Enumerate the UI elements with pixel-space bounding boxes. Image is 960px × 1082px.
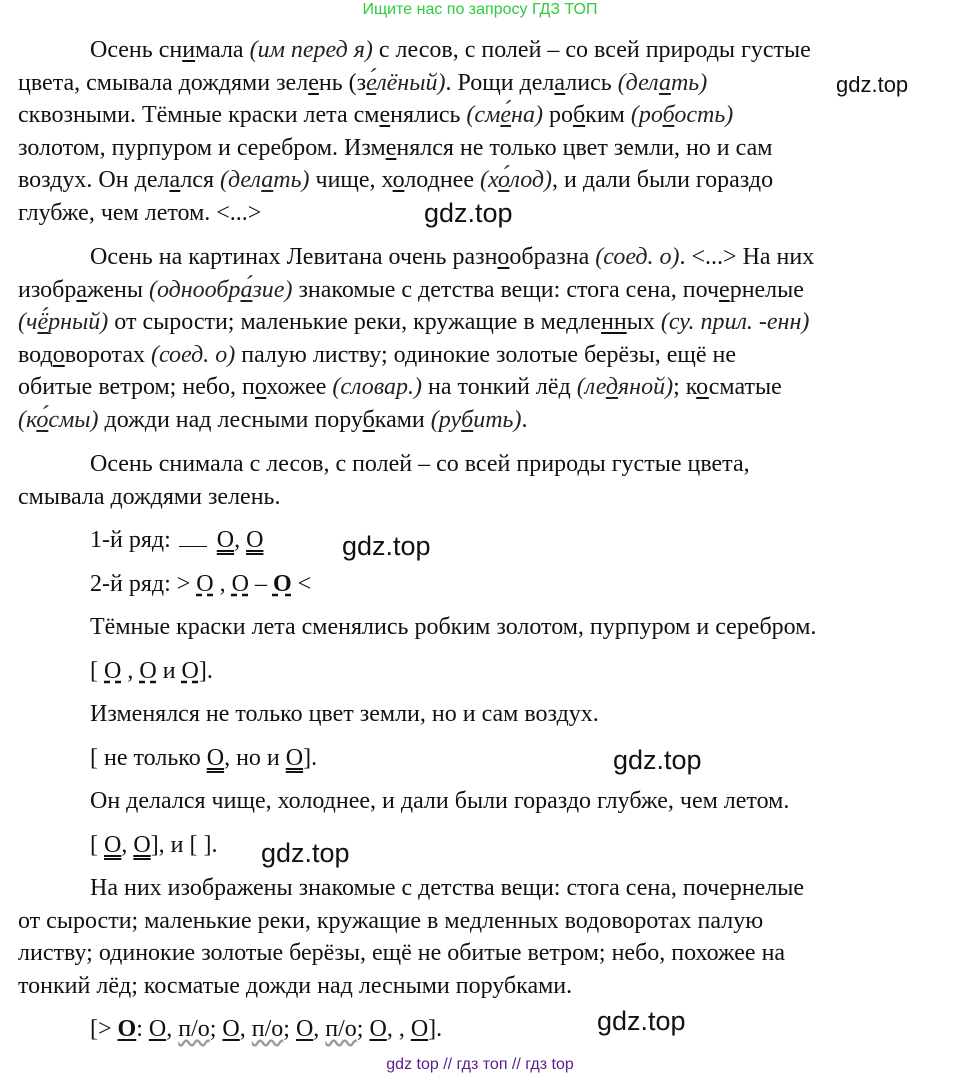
marked-text: нн: [601, 309, 627, 335]
marked-text: О: [231, 570, 249, 597]
text-line: (ко́смы) дожди над лесными порубками (рубить).: [18, 406, 528, 433]
text-line: воздух. Он делался (делать) чище, холоднее (хо́лод), и дали были гораздо: [18, 167, 774, 193]
marked-text: о: [52, 341, 65, 368]
marked-text: п/о: [251, 1016, 284, 1042]
annotation-text: (дел: [220, 167, 262, 193]
text-line: Осень на картинах Левитана очень разнообразна (соед. о). <...> На них: [90, 244, 815, 270]
blank-underline: [179, 528, 207, 547]
analysis-sentence-2: Тёмные краски лета сменялись робким золотом, пурпуром и серебром.: [90, 614, 817, 640]
text-line: (чё́рный) от сырости; маленькие реки, кружащие в медленных (су. прил. -енн): [18, 309, 810, 335]
annotation-text: (дел: [617, 69, 659, 96]
marked-text: е: [385, 134, 397, 161]
annotation-text: лод): [509, 167, 553, 193]
marked-text: О: [216, 527, 235, 553]
text-line: листву; одинокие золотые берёзы, ещё не обитые ветром; небо, похожее на: [18, 940, 786, 966]
marked-text: о: [696, 374, 709, 400]
annotation-text: б: [461, 406, 474, 433]
marked-text: о: [392, 167, 405, 193]
marked-text: о: [254, 374, 267, 400]
marked-text: О: [133, 831, 151, 858]
marked-text: а: [76, 276, 88, 303]
annotation-text: (словар.): [332, 374, 423, 400]
text-line: тонкий лёд; косматые дожди над лесными порубками.: [18, 972, 573, 999]
marked-text: О: [104, 657, 122, 684]
text-line: сквозными. Тёмные краски лета сменялись (сме́на) робким (робость): [18, 102, 734, 128]
scheme-sentence-5: [> О: О, п/о; О, п/о; О, п/о; О, , О].: [90, 1016, 443, 1042]
marked-text: а: [554, 69, 566, 96]
annotation-text: (см: [466, 102, 501, 128]
annotation-text: а: [261, 167, 274, 193]
scheme-sentence-4: [ О, О], и [ ].: [90, 831, 218, 858]
watermark-text: gdz.top: [613, 745, 702, 775]
annotation-text: (соед. о): [150, 341, 236, 368]
annotation-text: ить): [473, 406, 522, 433]
annotation-text: (к: [18, 406, 37, 433]
marked-text: О: [104, 831, 122, 858]
annotation-text: рный): [48, 309, 109, 335]
annotation-text: лёный): [376, 69, 446, 96]
top-banner: Ищите нас по запросу ГДЗ ТОП: [362, 1, 598, 18]
annotation-text: ть): [670, 69, 708, 96]
analysis-sentence-4: Он делался чище, холоднее, и дали были гораздо глубже, чем летом.: [90, 788, 790, 814]
text-line: Осень снимала с лесов, с полей – со всей природы густые цвета,: [90, 451, 750, 477]
marked-text: и: [182, 37, 196, 63]
marked-text: О: [206, 744, 225, 771]
paragraph-2: [18, 241, 948, 436]
marked-text: О: [295, 1016, 314, 1042]
marked-text: О: [117, 1016, 137, 1042]
text-line: золотом, пурпуром и серебром. Изменялся не только цвет земли, но и сам: [18, 134, 773, 161]
annotation-text: яной): [618, 374, 674, 400]
scheme-row-1: 1-й ряд: О, О: [90, 527, 264, 553]
text-line: водоворотах (соед. о) палую листву; одинокие золотые берёзы, ещё не: [18, 341, 737, 368]
marked-text: п/о: [178, 1016, 210, 1042]
annotation-text: о́: [498, 167, 510, 193]
annotation-text: (им перед я): [249, 37, 373, 63]
annotation-text: на): [511, 102, 543, 128]
annotation-text: ё́: [37, 309, 49, 335]
annotation-text: д: [605, 374, 618, 400]
annotation-text: (ру: [430, 406, 462, 433]
marked-text: е: [719, 276, 730, 303]
marked-text: п/о: [325, 1016, 357, 1042]
annotation-text: смы): [48, 406, 99, 433]
annotation-text: ть): [273, 167, 310, 193]
scheme-sentence-2: [ О , О и О].: [90, 657, 213, 684]
marked-text: О: [196, 570, 214, 597]
marked-text: д: [558, 374, 571, 400]
annotation-text: (соед. о): [595, 244, 680, 270]
scheme-row-2: 2-й ряд: > О , О – О <: [90, 570, 312, 597]
watermark-text: gdz.top: [261, 838, 350, 868]
annotation-text: б: [662, 102, 675, 128]
annotation-text: (ле: [576, 374, 606, 400]
marked-text: а: [169, 167, 181, 193]
annotation-text: зие): [252, 276, 293, 303]
document-body: [18, 34, 948, 1046]
watermark-text: gdz.top: [424, 198, 513, 228]
text-line: изображены (однообра́зие) знакомые с детства вещи: стога сена, почернелые: [18, 276, 804, 303]
marked-text: о: [497, 244, 510, 270]
annotation-text: е́: [366, 69, 377, 96]
scheme-sentence-3: [ не только О, но и О].: [90, 744, 318, 771]
marked-text: О: [285, 744, 304, 771]
text-line: На них изображены знакомые с детства вещи: стога сена, почернелые: [90, 875, 805, 901]
analysis-sentence-3: Изменялся не только цвет земли, но и сам воздух.: [90, 701, 599, 727]
annotation-text: а́: [240, 276, 253, 303]
marked-text: О: [369, 1016, 387, 1042]
watermark-text: gdz.top: [342, 531, 431, 561]
annotation-text: (ро: [630, 102, 663, 128]
annotation-text: (су. прил. -енн): [660, 309, 810, 335]
annotation-text: а: [658, 69, 671, 96]
marked-text: О: [148, 1016, 167, 1042]
annotation-text: (ч: [18, 309, 38, 335]
annotation-text: (х: [479, 167, 499, 193]
marked-text: О: [246, 527, 264, 553]
analysis-sentence-5: [18, 872, 948, 1002]
text-line: цвета, смывала дождями зелень (зе́лёный). Рощи делались (делать): [18, 69, 708, 96]
text-line: глубже, чем летом. <...>: [18, 199, 262, 226]
text-line: смывала дождями зелень.: [18, 483, 281, 510]
watermark-text: gdz.top: [836, 72, 909, 97]
annotation-text: ость): [674, 102, 734, 128]
marked-text: О: [181, 657, 199, 684]
footer-watermark: gdz top // гдз топ // гдз top: [386, 1056, 574, 1073]
watermark-text: gdz.top: [597, 1006, 686, 1036]
marked-text: б: [362, 406, 375, 433]
marked-text: е: [379, 102, 391, 128]
annotation-text: (однообр: [148, 276, 241, 303]
text-line: от сырости; маленькие реки, кружащие в медленных водоворотах палую: [18, 907, 764, 934]
analysis-sentence-1: [18, 448, 948, 513]
text-line: Осень снимала (им перед я) с лесов, с полей – со всей природы густые: [90, 37, 811, 63]
marked-text: е: [308, 69, 319, 96]
annotation-text: о́: [36, 406, 49, 433]
marked-text: О: [272, 570, 292, 597]
text-line: обитые ветром; небо, похожее (словар.) на тонкий лёд (ледяной); косматые: [18, 374, 782, 400]
marked-text: О: [410, 1016, 429, 1042]
marked-text: б: [572, 102, 586, 128]
annotation-text: е́: [500, 102, 512, 128]
marked-text: О: [222, 1016, 240, 1042]
marked-text: О: [139, 657, 157, 684]
